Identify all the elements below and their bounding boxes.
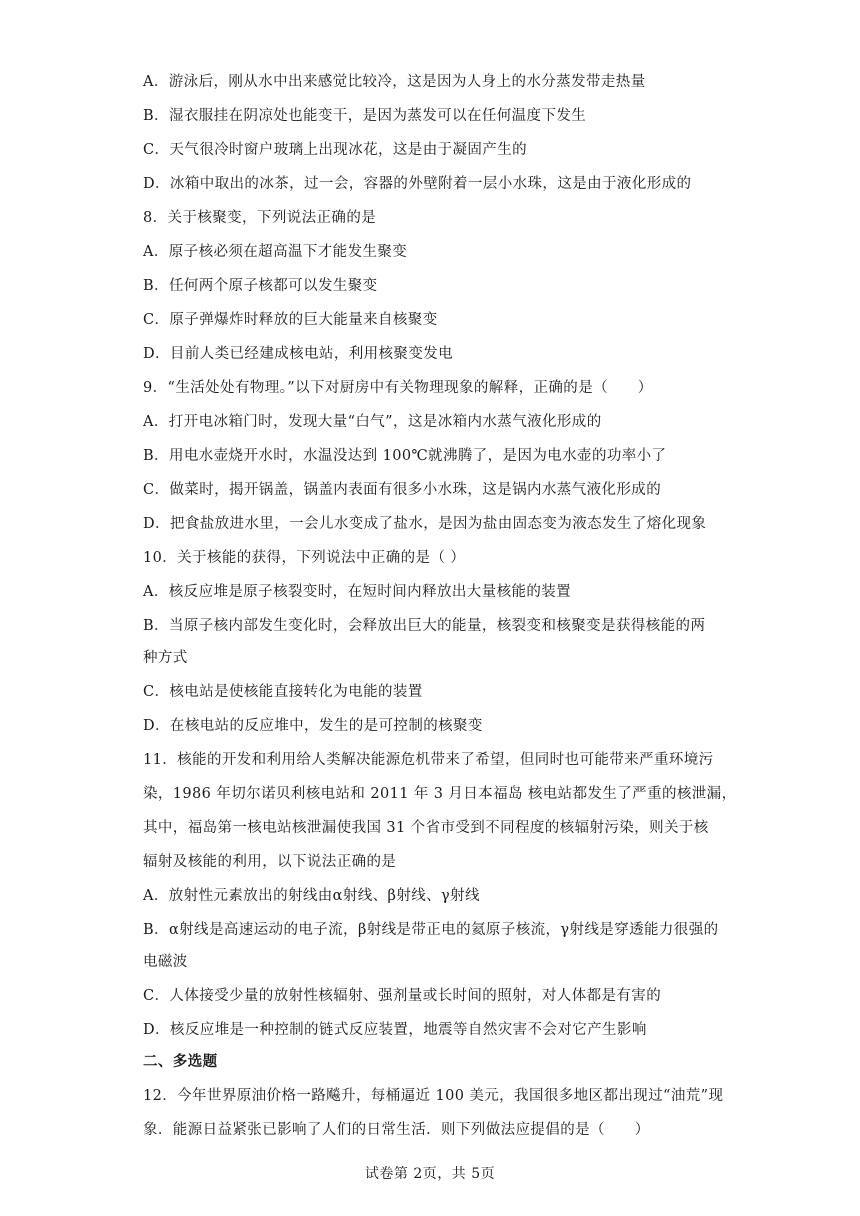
question-8-stem: 8．关于核聚变，下列说法正确的是 <box>143 210 377 226</box>
option-10d: D．在核电站的反应堆中，发生的是可控制的核聚变 <box>143 718 483 734</box>
option-8b: B．任何两个原子核都可以发生聚变 <box>143 278 378 294</box>
question-11-stem-4: 辐射及核能的利用，以下说法正确的是 <box>143 854 397 870</box>
question-10-stem: 10．关于核能的获得，下列说法中正确的是（ ） <box>143 550 466 566</box>
option-9c: C．做菜时，揭开锅盖，锅盖内表面有很多小水珠，这是锅内水蒸气液化形成的 <box>143 482 662 498</box>
option-8a: A．原子核必须在超高温下才能发生聚变 <box>143 244 408 260</box>
option-10b-cont: 种方式 <box>143 650 188 666</box>
option-10a: A．核反应堆是原子核裂变时，在短时间内释放出大量核能的装置 <box>143 584 572 600</box>
option-8d: D．目前人类已经建成核电站，利用核聚变发电 <box>143 346 454 362</box>
option-7d: D．冰箱中取出的冰茶，过一会，容器的外壁附着一层小水珠，这是由于液化形成的 <box>143 176 692 192</box>
option-9d: D．把食盐放进水里，一会儿水变成了盐水，是因为盐由固态变为液态发生了熔化现象 <box>143 516 707 532</box>
option-10b: B．当原子核内部发生变化时，会释放出巨大的能量，核裂变和核聚变是获得核能的两 <box>143 618 706 634</box>
option-8c: C．原子弹爆炸时释放的巨大能量来自核聚变 <box>143 312 438 328</box>
option-11b-cont: 电磁波 <box>143 954 188 970</box>
section-heading: 二、多选题 <box>143 1054 218 1070</box>
option-10c: C．核电站是使核能直接转化为电能的装置 <box>143 684 423 700</box>
option-9b: B．用电水壶烧开水时，水温没达到 100℃就沸腾了，是因为电水壶的功率小了 <box>143 448 667 464</box>
option-9a: A．打开电冰箱门时，发现大量“白气”，这是冰箱内水蒸气液化形成的 <box>143 414 602 430</box>
question-9-stem: 9．“生活处处有物理。”以下对厨房中有关物理现象的解释，正确的是（ ） <box>143 380 653 396</box>
question-11-stem-2: 染，1986 年切尔诺贝利核电站和 2011 年 3 月日本福岛 核电站都发生了严重的核泄漏， <box>143 786 737 802</box>
option-11d: D．核反应堆是一种控制的链式反应装置，地震等自然灾害不会对它产生影响 <box>143 1022 647 1038</box>
question-11-stem-3: 其中，福岛第一核电站核泄漏使我国 31 个省市受到不同程度的核辐射污染，则关于核 <box>143 820 709 836</box>
page-footer: 试卷第 2页，共 5页 <box>364 1166 496 1182</box>
question-11-stem: 11．核能的开发和利用给人类解决能源危机带来了希望，但同时也可能带来严重环境污 <box>143 752 714 768</box>
option-11b: B．α射线是高速运动的电子流，β射线是带正电的氦原子核流，γ射线是穿透能力很强的 <box>143 922 719 938</box>
question-12-stem-2: 象．能源日益紧张已影响了人们的日常生活．则下列做法应提倡的是（ ） <box>143 1122 650 1138</box>
option-7c: C．天气很冷时窗户玻璃上出现冰花，这是由于凝固产生的 <box>143 142 527 158</box>
question-12-stem: 12．今年世界原油价格一路飚升，每桶逼近 100 美元，我国很多地区都出现过“油荒”现 <box>143 1088 724 1104</box>
option-7a: A．游泳后，刚从水中出来感觉比较冷，这是因为人身上的水分蒸发带走热量 <box>143 74 646 90</box>
option-7b: B．湿衣服挂在阴凉处也能变干，是因为蒸发可以在任何温度下发生 <box>143 108 587 124</box>
option-11a: A．放射性元素放出的射线由α射线、β射线、γ射线 <box>143 888 480 904</box>
option-11c: C．人体接受少量的放射性核辐射、强剂量或长时间的照射，对人体都是有害的 <box>143 988 662 1004</box>
